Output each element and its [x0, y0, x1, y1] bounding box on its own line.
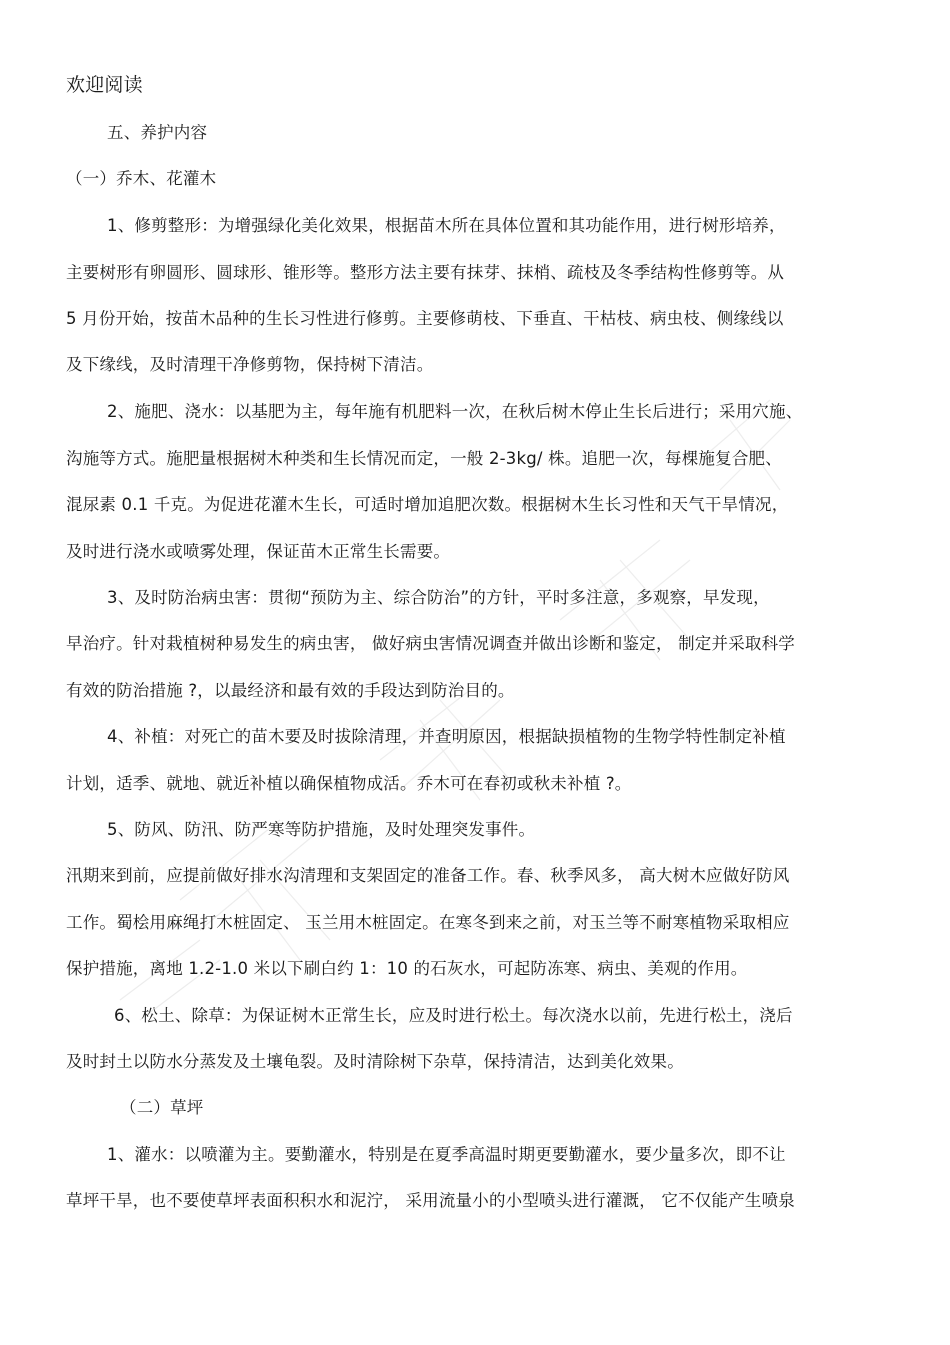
- paragraph-line: 主要树形有卵圆形、圆球形、锥形等。整形方法主要有抹芽、抹梢、疏枝及冬季结构性修剪等。从: [66, 263, 785, 282]
- paragraph-line: 有效的防治措施 ?，以最经济和最有效的手段达到防治目的。: [66, 681, 515, 700]
- paragraph-line: 草坪干旱，也不要使草坪表面积积水和泥泞， 采用流量小的小型喷头进行灌溉， 它不仅能产生喷泉: [66, 1191, 795, 1210]
- paragraph-line: 5、防风、防汛、防严寒等防护措施，及时处理突发事件。: [107, 820, 536, 839]
- paragraph-line: 计划，适季、就地、就近补植以确保植物成活。乔木可在春初或秋未补植 ?。: [66, 774, 632, 793]
- paragraph-line: 1、灌水：以喷灌为主。要勤灌水，特别是在夏季高温时期更要勤灌水，要少量多次，即不让: [107, 1145, 786, 1164]
- subsection-title: （一）乔木、花灌木: [66, 169, 217, 188]
- paragraph-line: 及时封土以防水分蒸发及土壤龟裂。及时清除树下杂草，保持清洁，达到美化效果。: [66, 1052, 684, 1071]
- paragraph-line: 工作。蜀桧用麻绳打木桩固定、 玉兰用木桩固定。在寒冬到来之前，对玉兰等不耐寒植物采取相应: [66, 913, 790, 932]
- paragraph-line: 沟施等方式。施肥量根据树木种类和生长情况而定，一般 2-3kg/ 株。追肥一次，每棵施复合肥、: [66, 449, 782, 468]
- paragraph-line: 4、补植：对死亡的苗木要及时拔除清理，并查明原因，根据缺损植物的生物学特性制定补植: [107, 727, 786, 746]
- paragraph-line: 及下缘线，及时清理干净修剪物，保持树下清洁。: [66, 355, 434, 374]
- paragraph-line: 混尿素 0.1 千克。为促进花灌木生长，可适时增加追肥次数。根据树木生长习性和天气干旱情况，: [66, 495, 789, 514]
- paragraph-line: 2、施肥、浇水：以基肥为主，每年施有机肥料一次，在秋后树木停止生长后进行；采用穴施、: [107, 402, 803, 421]
- page-header: 欢迎阅读: [66, 74, 143, 96]
- section-title: 五、养护内容: [107, 123, 208, 142]
- paragraph-line: 1、修剪整形：为增强绿化美化效果，根据苗木所在具体位置和其功能作用，进行树形培养，: [107, 216, 786, 235]
- paragraph-line: 早治疗。针对栽植树种易发生的病虫害， 做好病虫害情况调查并做出诊断和鉴定， 制定并采取科学: [66, 634, 795, 653]
- paragraph-line: 汛期来到前，应提前做好排水沟清理和支架固定的准备工作。春、秋季风多， 高大树木应做好防风: [66, 866, 790, 885]
- paragraph-line: 及时进行浇水或喷雾处理，保证苗木正常生长需要。: [66, 542, 451, 561]
- paragraph-line: 6、松土、除草：为保证树木正常生长，应及时进行松土。每次浇水以前，先进行松土，浇后: [114, 1006, 793, 1025]
- subsection-title: （二）草坪: [120, 1098, 204, 1117]
- paragraph-line: 保护措施，离地 1.2-1.0 米以下刷白约 1：10 的石灰水，可起防冻寒、病虫、美观的作用。: [66, 959, 748, 978]
- paragraph-line: 3、及时防治病虫害：贯彻“预防为主、综合防治”的方针，平时多注意，多观察，早发现，: [107, 588, 770, 607]
- paragraph-line: 5 月份开始，按苗木品种的生长习性进行修剪。主要修萌枝、下垂直、干枯枝、病虫枝、侧缘线以: [66, 309, 784, 328]
